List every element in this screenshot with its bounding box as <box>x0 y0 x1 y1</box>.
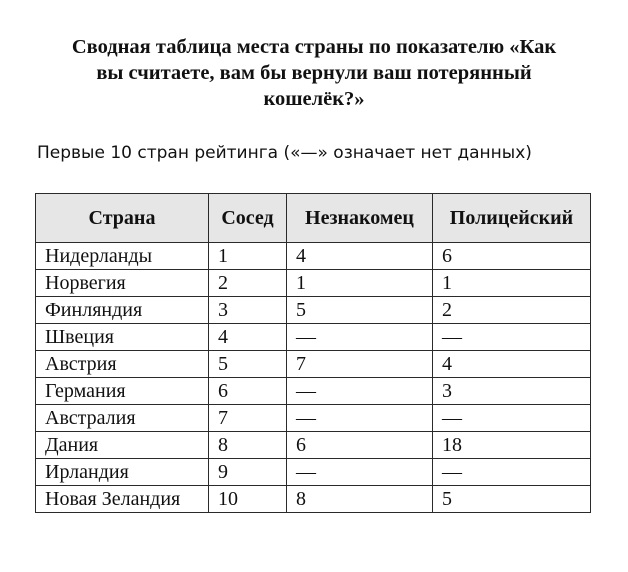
cell-police: — <box>433 405 591 432</box>
cell-police: 4 <box>433 351 591 378</box>
table-body <box>36 243 591 513</box>
title-line: вы считаете, вам бы вернули ваш потерянный <box>96 62 532 84</box>
cell-stranger: — <box>287 324 433 351</box>
cell-neighbor: 1 <box>209 243 287 270</box>
column-header-country: Страна <box>36 194 209 243</box>
cell-police: 1 <box>433 270 591 297</box>
table-row <box>36 270 591 297</box>
title-line: Сводная таблица места страны по показателю «Как <box>71 36 557 58</box>
table-row <box>36 243 591 270</box>
cell-stranger: — <box>287 405 433 432</box>
cell-neighbor: 6 <box>209 378 287 405</box>
cell-stranger: 6 <box>287 432 433 459</box>
cell-stranger: 5 <box>287 297 433 324</box>
cell-country: Новая Зеландия <box>36 486 209 513</box>
cell-neighbor: 2 <box>209 270 287 297</box>
cell-country: Австрия <box>36 351 209 378</box>
cell-stranger: 4 <box>287 243 433 270</box>
cell-neighbor: 5 <box>209 351 287 378</box>
cell-neighbor: 8 <box>209 432 287 459</box>
cell-police: 6 <box>433 243 591 270</box>
cell-country: Австралия <box>36 405 209 432</box>
cell-stranger: — <box>287 459 433 486</box>
cell-stranger: — <box>287 378 433 405</box>
cell-country: Норвегия <box>36 270 209 297</box>
column-header-police: Полицейский <box>433 194 591 243</box>
cell-country: Дания <box>36 432 209 459</box>
table-row <box>36 378 591 405</box>
table-row <box>36 432 591 459</box>
cell-neighbor: 10 <box>209 486 287 513</box>
title-line: кошелёк?» <box>263 88 365 110</box>
cell-police: 2 <box>433 297 591 324</box>
cell-police: 18 <box>433 432 591 459</box>
table-row <box>36 486 591 513</box>
cell-police: 3 <box>433 378 591 405</box>
table-row <box>36 297 591 324</box>
cell-country: Нидерланды <box>36 243 209 270</box>
cell-country: Ирландия <box>36 459 209 486</box>
cell-country: Швеция <box>36 324 209 351</box>
cell-neighbor: 4 <box>209 324 287 351</box>
ranking-table <box>35 193 591 513</box>
cell-neighbor: 7 <box>209 405 287 432</box>
cell-police: — <box>433 324 591 351</box>
cell-stranger: 7 <box>287 351 433 378</box>
cell-country: Германия <box>36 378 209 405</box>
cell-country: Финляндия <box>36 297 209 324</box>
table-row <box>36 405 591 432</box>
cell-neighbor: 9 <box>209 459 287 486</box>
table-row <box>36 459 591 486</box>
table-caption: Первые 10 стран рейтинга («—» означает нет данных) <box>37 143 532 163</box>
table-row <box>36 351 591 378</box>
column-header-neighbor: Сосед <box>209 194 287 243</box>
cell-neighbor: 3 <box>209 297 287 324</box>
cell-police: — <box>433 459 591 486</box>
document-title <box>0 34 628 112</box>
table-row <box>36 324 591 351</box>
cell-police: 5 <box>433 486 591 513</box>
cell-stranger: 8 <box>287 486 433 513</box>
table-header-row <box>36 194 591 243</box>
column-header-stranger: Незнакомец <box>287 194 433 243</box>
cell-stranger: 1 <box>287 270 433 297</box>
